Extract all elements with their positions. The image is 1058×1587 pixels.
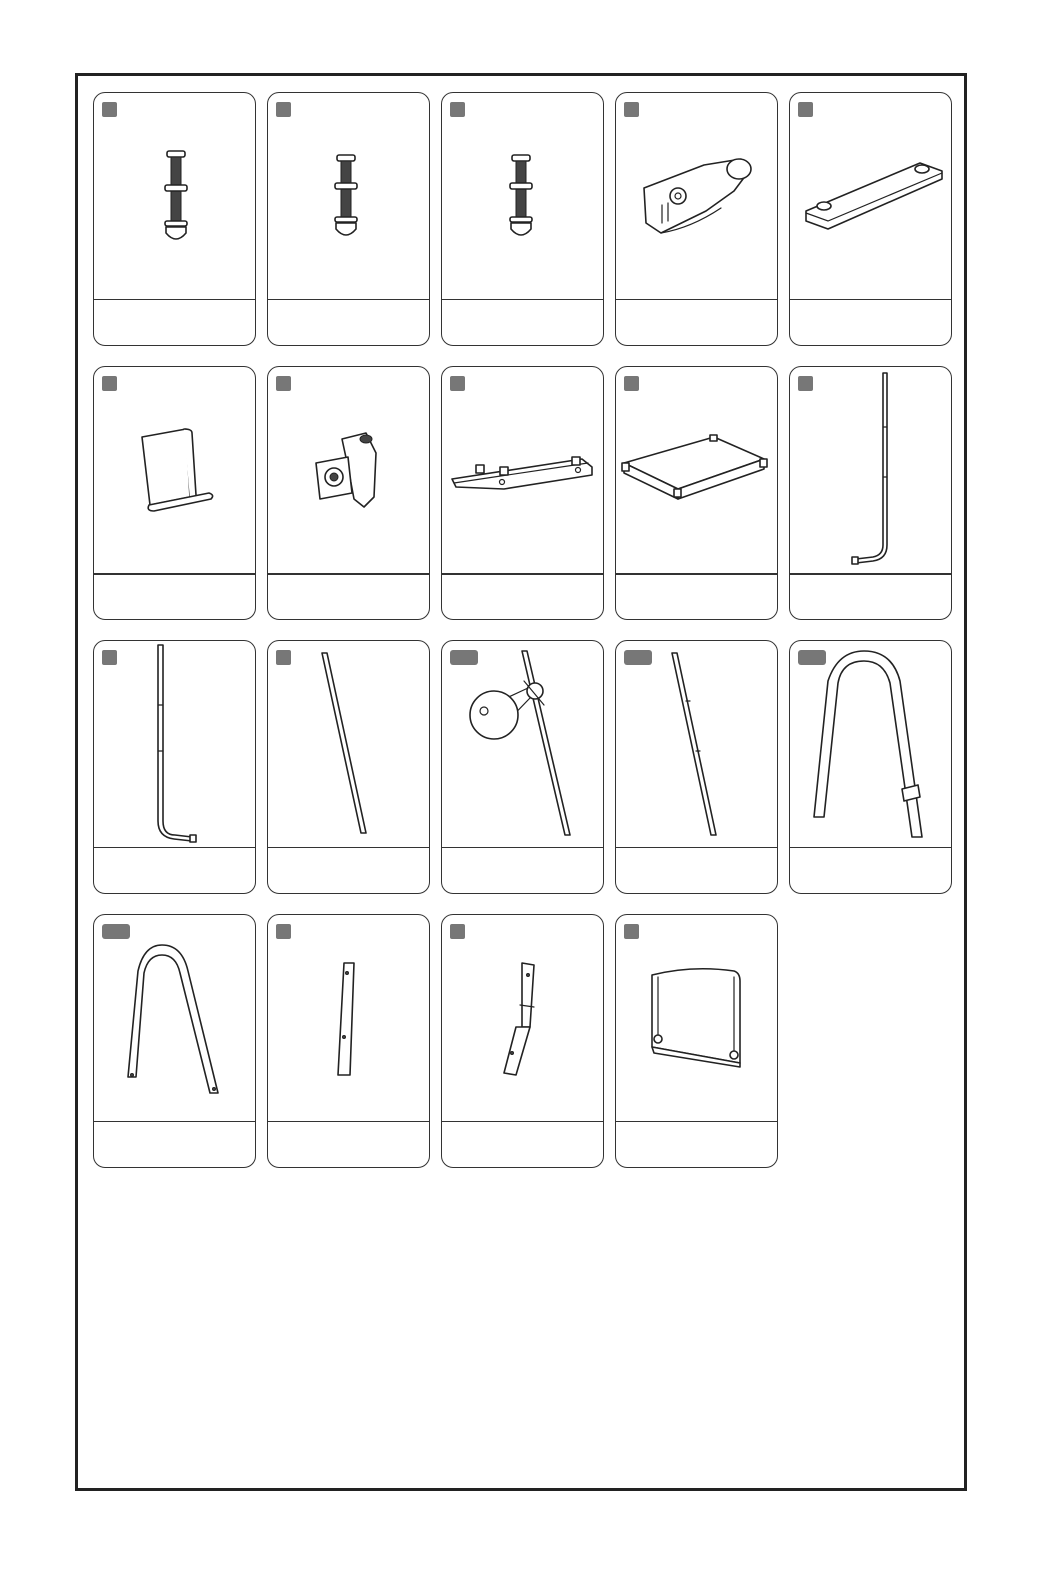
part-card-12	[267, 640, 430, 894]
backrest-plate-icon	[616, 915, 778, 1120]
u-frame-icon	[94, 915, 256, 1120]
part-label	[616, 847, 777, 893]
part-label	[442, 1121, 603, 1167]
part-label	[94, 573, 255, 619]
part-card-10	[789, 366, 952, 620]
part-card-4	[615, 92, 778, 346]
tube-with-detail-icon	[442, 641, 604, 846]
part-label	[268, 299, 429, 345]
part-card-3	[441, 92, 604, 346]
rail-bracket-icon	[442, 367, 604, 572]
bracket-clamp-icon	[616, 93, 778, 298]
part-label	[94, 847, 255, 893]
bent-tube-icon	[94, 641, 256, 846]
tray-panel-icon	[616, 367, 778, 572]
part-label	[790, 299, 951, 345]
part-card-14	[615, 640, 778, 894]
part-card-5	[789, 92, 952, 346]
end-cap-icon	[94, 367, 256, 572]
part-card-7	[267, 366, 430, 620]
tapered-tube-icon	[442, 915, 604, 1120]
part-card-16	[93, 914, 256, 1168]
part-label	[790, 847, 951, 893]
part-card-13	[441, 640, 604, 894]
part-card-11	[93, 640, 256, 894]
part-card-19	[615, 914, 778, 1168]
part-label	[268, 573, 429, 619]
straight-tube-icon	[268, 641, 430, 846]
part-label	[442, 847, 603, 893]
part-card-2	[267, 92, 430, 346]
part-label	[442, 573, 603, 619]
part-card-17	[267, 914, 430, 1168]
u-frame-clip-icon	[790, 641, 952, 846]
bent-tube-icon	[790, 367, 952, 572]
swivel-joint-icon	[268, 367, 430, 572]
part-card-18	[441, 914, 604, 1168]
part-label	[268, 847, 429, 893]
part-label	[616, 299, 777, 345]
bolt-long-icon	[94, 93, 256, 298]
part-label	[268, 1121, 429, 1167]
short-tube-icon	[268, 915, 430, 1120]
part-label	[616, 1121, 777, 1167]
part-label	[94, 299, 255, 345]
bolt-medium-icon	[442, 93, 604, 298]
bolt-medium-icon	[268, 93, 430, 298]
part-label	[790, 573, 951, 619]
part-label	[616, 573, 777, 619]
parts-sheet	[75, 73, 967, 1491]
part-label	[442, 299, 603, 345]
parts-grid	[93, 92, 952, 1168]
part-card-6	[93, 366, 256, 620]
part-label	[94, 1121, 255, 1167]
part-card-1	[93, 92, 256, 346]
straight-tube-icon	[616, 641, 778, 846]
part-card-15	[789, 640, 952, 894]
part-card-9	[615, 366, 778, 620]
flat-plate-icon	[790, 93, 952, 298]
part-card-8	[441, 366, 604, 620]
